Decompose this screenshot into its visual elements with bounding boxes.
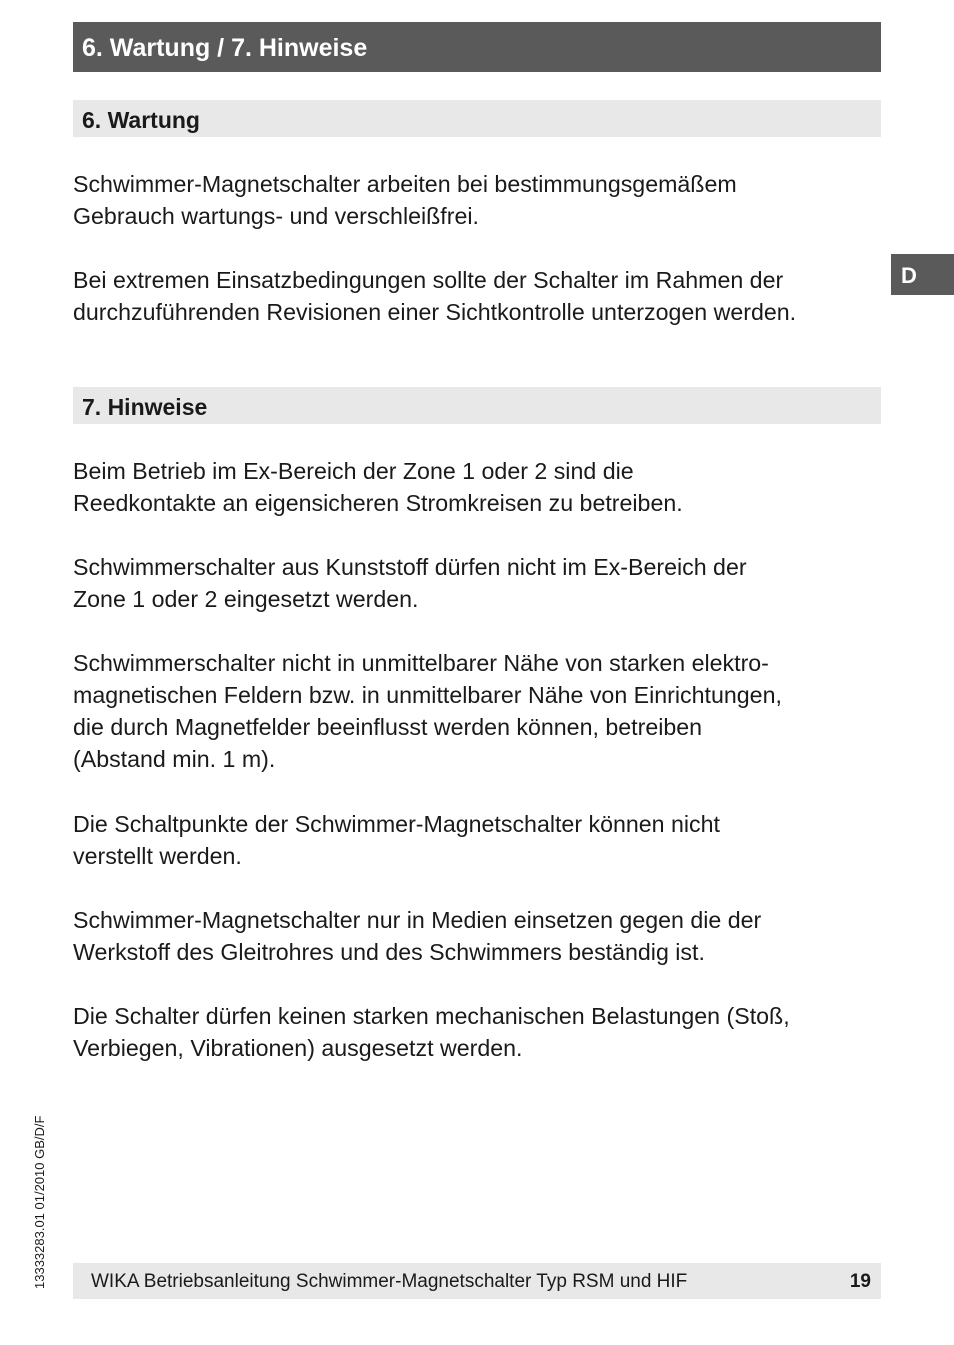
text-line: Werkstoff des Gleitrohres und des Schwimmers beständig ist. [73, 939, 705, 965]
text-line: Bei extremen Einsatzbedingungen sollte der Schalter im Rahmen der [73, 267, 784, 293]
text-line: magnetischen Feldern bzw. in unmittelbarer Nähe von Einrichtungen, [73, 682, 782, 708]
text-line: Schwimmer-Magnetschalter nur in Medien einsetzen gegen die der [73, 907, 762, 933]
text-line: Die Schaltpunkte der Schwimmer-Magnetschalter können nicht [73, 811, 720, 837]
language-tab-d: D [891, 254, 954, 295]
text-line: Verbiegen, Vibrationen) ausgesetzt werden. [73, 1035, 523, 1061]
text-line: Zone 1 oder 2 eingesetzt werden. [73, 586, 419, 612]
page-number: 19 [849, 1271, 871, 1292]
section-heading-wartung: 6. Wartung [73, 100, 881, 137]
footer-text: WIKA Betriebsanleitung Schwimmer-Magnetschalter Typ RSM und HIF [91, 1271, 688, 1292]
page-title: 6. Wartung / 7. Hinweise [73, 22, 881, 72]
hinweise-paragraph-3 [73, 647, 888, 775]
hinweise-paragraph-1 [73, 455, 888, 519]
wartung-paragraph-2 [73, 264, 888, 328]
text-line: durchzuführenden Revisionen einer Sichtkontrolle unterzogen werden. [73, 299, 797, 325]
hinweise-paragraph-6 [73, 1000, 888, 1064]
hinweise-paragraph-4 [73, 808, 888, 872]
text-line: Beim Betrieb im Ex-Bereich der Zone 1 oder 2 sind die [73, 458, 634, 484]
text-line: Die Schalter dürfen keinen starken mechanischen Belastungen (Stoß, [73, 1003, 790, 1029]
wartung-paragraph-1 [73, 168, 888, 232]
text-line: Schwimmerschalter nicht in unmittelbarer Nähe von starken elektro- [73, 650, 769, 676]
hinweise-paragraph-2 [73, 551, 888, 615]
text-line: verstellt werden. [73, 843, 242, 869]
text-line: (Abstand min. 1 m). [73, 746, 276, 772]
text-line: die durch Magnetfelder beeinflusst werden können, betreiben [73, 714, 703, 740]
text-line: Reedkontakte an eigensicheren Stromkreisen zu betreiben. [73, 490, 683, 516]
document-code: 13333283.01 01/2010 GB/D/F [32, 1115, 47, 1289]
page-footer [73, 1263, 881, 1299]
text-line: Gebrauch wartungs- und verschleißfrei. [73, 203, 479, 229]
text-line: Schwimmerschalter aus Kunststoff dürfen nicht im Ex-Bereich der [73, 554, 747, 580]
hinweise-paragraph-5 [73, 904, 888, 968]
section-heading-hinweise: 7. Hinweise [73, 387, 881, 424]
text-line: Schwimmer-Magnetschalter arbeiten bei bestimmungsgemäßem [73, 171, 737, 197]
